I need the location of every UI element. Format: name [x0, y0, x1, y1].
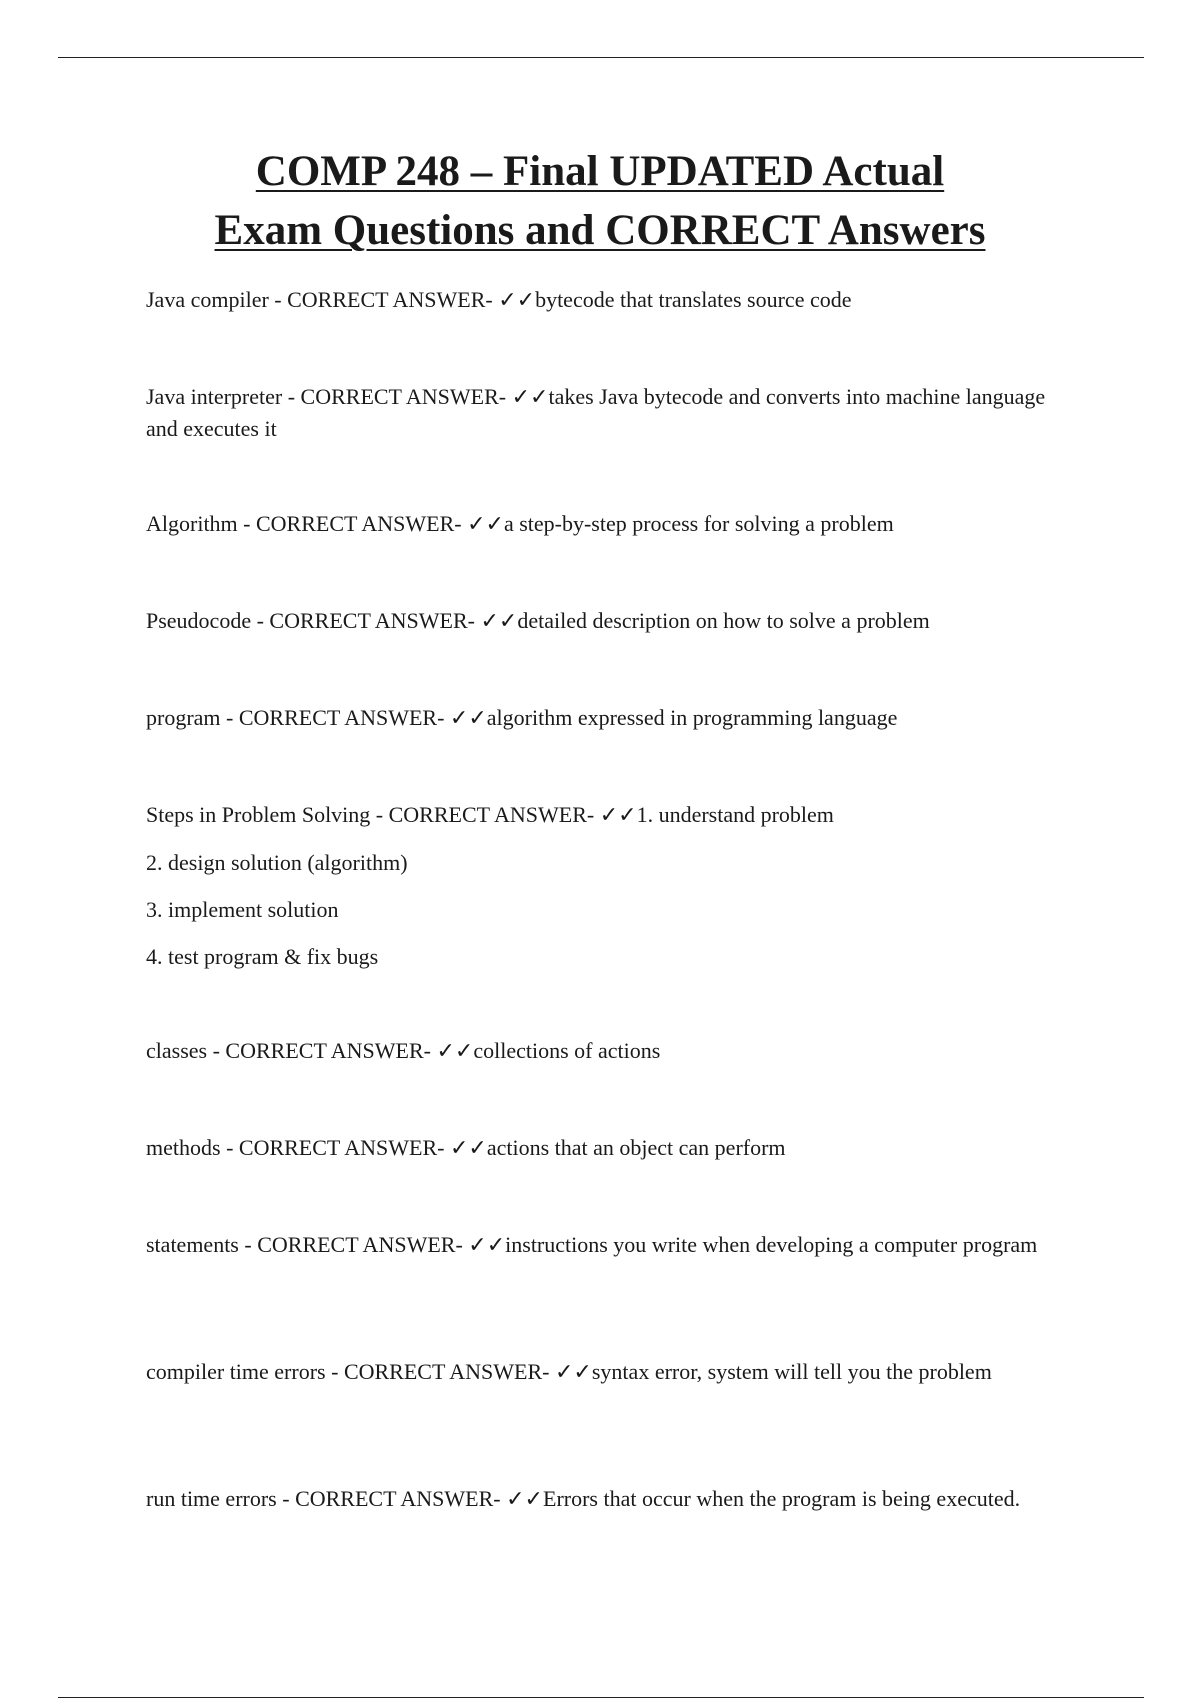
- step-item: 2. design solution (algorithm): [146, 850, 408, 875]
- step-item: 4. test program & fix bugs: [146, 944, 379, 969]
- answer-marker: CORRECT ANSWER- ✓✓: [343, 1359, 592, 1384]
- answer-marker: CORRECT ANSWER- ✓✓: [238, 705, 487, 730]
- answer: collections of actions: [473, 1038, 661, 1063]
- term: Algorithm: [146, 511, 238, 536]
- answer-marker: CORRECT ANSWER- ✓✓: [257, 1232, 506, 1257]
- term: methods: [146, 1135, 221, 1160]
- term: Steps in Problem Solving: [146, 802, 371, 827]
- answer: a step-by-step process for solving a problem: [503, 511, 894, 536]
- term: classes: [146, 1038, 208, 1063]
- qa-entry: methods - CORRECT ANSWER- ✓✓actions that an object can perform: [146, 1135, 786, 1160]
- answer: actions that an object can perform: [486, 1135, 786, 1160]
- answer-marker: CORRECT ANSWER- ✓✓: [238, 1135, 487, 1160]
- qa-entry: Java compiler - CORRECT ANSWER- ✓✓bytecode that translates source code: [146, 287, 852, 312]
- qa-entry: run time errors - CORRECT ANSWER- ✓✓Errors that occur when the program is being executed.: [146, 1486, 1021, 1511]
- answer-marker: CORRECT ANSWER- ✓✓: [388, 802, 637, 827]
- answer: algorithm expressed in programming language: [486, 705, 898, 730]
- page-title: COMP 248 – Final UPDATED Actual Exam Questions and CORRECT Answers: [214, 148, 986, 254]
- qa-entry: statements - CORRECT ANSWER- ✓✓instructions you write when developing a computer program: [146, 1232, 1038, 1257]
- answer: syntax error, system will tell you the problem: [591, 1359, 992, 1384]
- answer: Errors that occur when the program is being executed.: [543, 1486, 1021, 1511]
- qa-entry: Algorithm - CORRECT ANSWER- ✓✓a step-by-step process for solving a problem: [146, 511, 894, 536]
- term: statements: [146, 1232, 239, 1257]
- qa-entry: classes - CORRECT ANSWER- ✓✓collections of actions: [146, 1038, 661, 1063]
- answer-marker: CORRECT ANSWER- ✓✓: [287, 287, 536, 312]
- answer-marker: CORRECT ANSWER- ✓✓: [225, 1038, 474, 1063]
- answer-marker: CORRECT ANSWER- ✓✓: [269, 608, 518, 633]
- answer: instructions you write when developing a computer program: [505, 1232, 1038, 1257]
- qa-entry: compiler time errors - CORRECT ANSWER- ✓✓syntax error, system will tell you the problem: [146, 1359, 992, 1384]
- qa-entry: program - CORRECT ANSWER- ✓✓algorithm expressed in programming language: [146, 705, 898, 730]
- bottom-rule: [58, 1697, 1144, 1698]
- answer: bytecode that translates source code: [535, 287, 852, 312]
- term: run time errors: [146, 1486, 277, 1511]
- step-item: 3. implement solution: [146, 897, 339, 922]
- answer-marker: CORRECT ANSWER- ✓✓: [295, 1486, 543, 1511]
- qa-entry: Pseudocode - CORRECT ANSWER- ✓✓detailed description on how to solve a problem: [146, 608, 930, 633]
- answer-marker: CORRECT ANSWER- ✓✓: [256, 511, 504, 536]
- qa-entry: Steps in Problem Solving - CORRECT ANSWER- ✓✓1. understand problem: [146, 802, 834, 827]
- answer: 1. understand problem: [636, 802, 834, 827]
- top-rule: [58, 57, 1144, 58]
- answer: takes Java bytecode and converts into machine language and executes it: [146, 384, 1046, 441]
- term: Java compiler: [146, 287, 269, 312]
- qa-entry: Java interpreter - CORRECT ANSWER- ✓✓takes Java bytecode and converts into machine language and executes it: [146, 384, 1046, 441]
- term: program: [146, 705, 221, 730]
- answer: detailed description on how to solve a problem: [517, 608, 930, 633]
- answer-marker: CORRECT ANSWER- ✓✓: [300, 384, 549, 409]
- term: Java interpreter: [146, 384, 283, 409]
- term: Pseudocode: [146, 608, 252, 633]
- term: compiler time errors: [146, 1359, 326, 1384]
